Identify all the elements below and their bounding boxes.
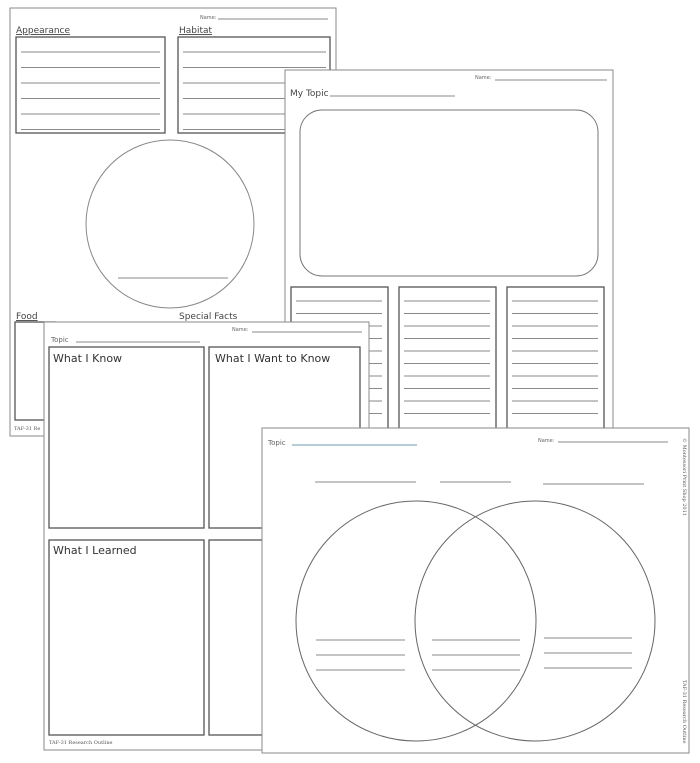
my-topic-label: My Topic xyxy=(290,89,329,99)
copyright-text: © Montessori Print Shop 2011 xyxy=(681,438,687,516)
footer-code: TAF-31 Re xyxy=(14,426,41,432)
topic-label: Topic xyxy=(51,336,69,344)
name-label: Name: xyxy=(538,438,555,444)
footer-code: TAF-31 Research Outline xyxy=(681,680,687,744)
habitat-heading: Habitat xyxy=(179,26,213,36)
food-heading: Food xyxy=(16,312,38,322)
appearance-box xyxy=(16,37,165,133)
what-i-know-box xyxy=(49,347,204,528)
footer-code: TAF-31 Research Outline xyxy=(49,740,113,746)
what-i-know-heading: What I Know xyxy=(53,352,123,365)
appearance-heading: Appearance xyxy=(16,26,71,36)
special-facts-heading: Special Facts xyxy=(179,312,238,322)
name-label: Name: xyxy=(200,15,217,21)
animal-picture-circle xyxy=(86,140,254,308)
name-label: Name: xyxy=(232,327,249,333)
name-label: Name: xyxy=(475,75,492,81)
venn-worksheet xyxy=(262,428,689,753)
topic-label: Topic xyxy=(268,439,286,447)
topic-picture-frame xyxy=(300,110,598,276)
what-i-learned-box xyxy=(49,540,204,735)
fact-box-3 xyxy=(507,287,604,437)
fact-box-2 xyxy=(399,287,496,437)
what-i-learned-heading: What I Learned xyxy=(53,544,137,557)
what-i-want-to-know-heading: What I Want to Know xyxy=(215,352,331,365)
